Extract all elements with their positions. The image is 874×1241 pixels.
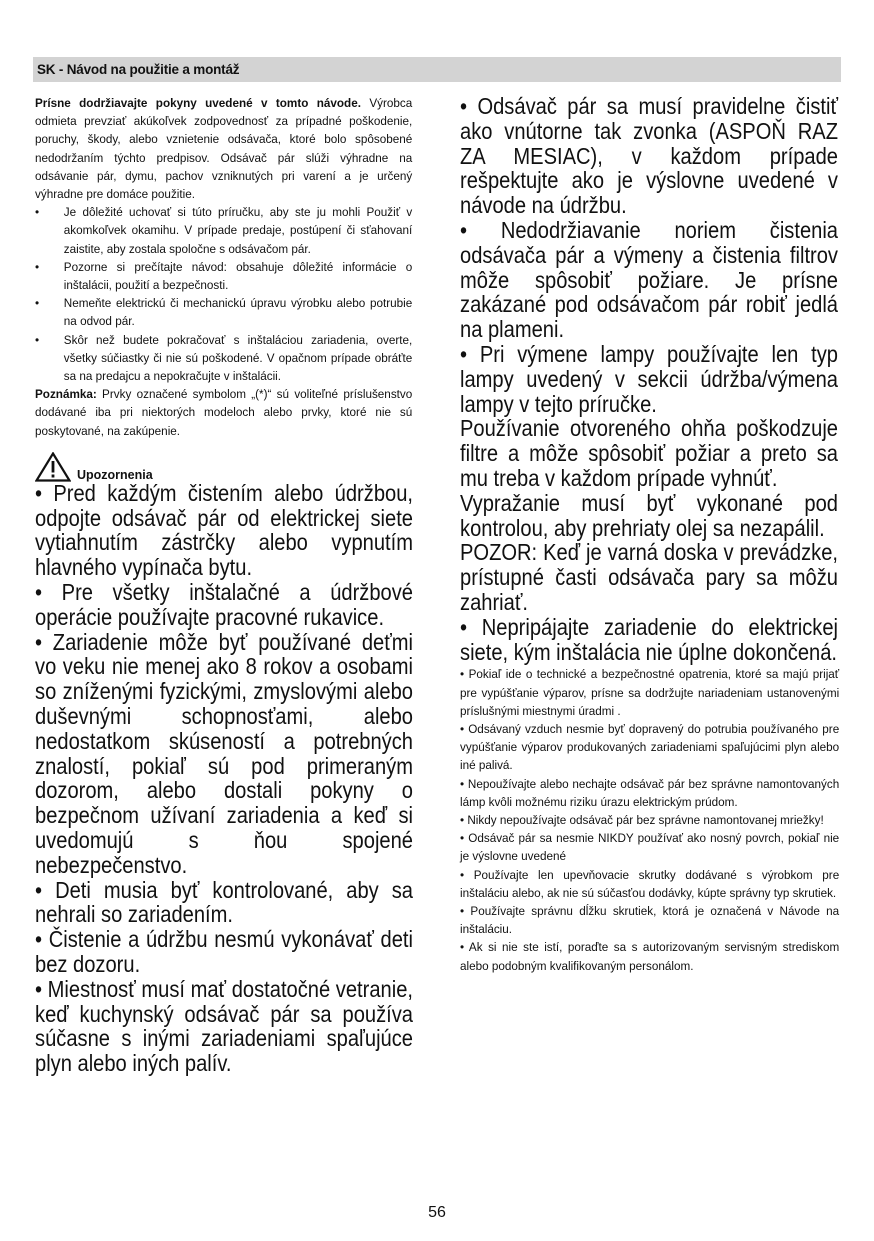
- section-title: SK - Návod na použitie a montáž: [37, 62, 240, 77]
- note-item: • Pokiaľ ide o technické a bezpečnostné opatrenia, ktoré sa majú prijať pre vypúšťanie výparov, prísne sa dodržujte nariadeniam ustanovenými príslušnými miestnymi úradmi .: [460, 667, 840, 718]
- page-number: 56: [428, 1204, 446, 1221]
- notes-right: [460, 665, 839, 974]
- note-text: Prvky označené symbolom „(*)“ sú voliteľné príslušenstvo dodávané iba pri niektorých modeloch alebo prvky, ktoré nie sú poskytované, na zakúpenie.: [35, 387, 413, 438]
- intro-paragraph: [35, 94, 412, 203]
- intro-bold: Prísne dodržiavajte pokyny uvedené v tomto návode.: [35, 96, 361, 110]
- warning-paragraph: • Zariadenie môže byť používané deťmi vo veku nie menej ako 8 rokov a osobami so zníženými fyzickými, zmyslovými alebo duševnými schopnosťami, alebo nedostatkom skúseností a potrebných znalostí, pokiaľ sú pod primeraným dozorom, alebo dostali pokyny o bezpečnom užívaní zariadenia a keď si uvedomujú s ňou spojené nebezpečenstvo.: [35, 628, 413, 878]
- list-item: • Nemeňte elektrickú či mechanickú úpravu výrobku alebo potrubie na odvod pár.: [35, 294, 412, 330]
- intro-bullet-list: [35, 203, 412, 385]
- note-item: • Nepoužívajte alebo nechajte odsávač pár bez správne namontovaných lámp kvôli možnému riziku úrazu elektrickým prúdom.: [460, 776, 840, 809]
- warning-paragraph: Používanie otvoreného ohňa poškodzuje filtre a môže spôsobiť požiar a preto sa mu treba v každom prípade vyhnúť.: [460, 415, 838, 491]
- warnings-left: [35, 481, 413, 1076]
- warning-paragraph: POZOR: Keď je varná doska v prevádzke, prístupné časti odsávača pary sa môžu zahriať.: [460, 539, 838, 615]
- right-column: [460, 94, 839, 975]
- note-paragraph: [35, 385, 412, 440]
- left-column: [35, 94, 413, 1076]
- section-header-bar: [33, 57, 841, 82]
- note-item: • Používajte správnu dĺžku skrutiek, ktorá je označená v Návode na inštaláciu.: [460, 903, 840, 937]
- intro-text: Výrobca odmieta prevziať akúkoľvek zodpovednosť za prípadné poškodenie, poruchy, škody, alebo vznietenie odsávača, ktoré bolo spôsobené nedodržaním týchto predpisov. Odsávač pár slúži výhradne na odsávanie pár, dymu, pachov vzniknutých pri varení a je určený výhradne pre domáce použitie.: [35, 96, 413, 202]
- list-item: • Pozorne si prečítajte návod: obsahuje dôležité informácie o inštalácii, použití a bezpečnosti.: [35, 258, 412, 294]
- note-item: • Ak si nie ste istí, poraďte sa s autorizovaným servisným strediskom alebo podobným kvalifikovaným personálom.: [460, 940, 840, 973]
- warning-paragraph: • Čistenie a údržbu nesmú vykonávať deti bez dozoru.: [35, 926, 413, 977]
- list-item: • Skôr než budete pokračovať s inštaláciou zariadenia, overte, všetky súčiastky či nie sú poškodené. V opačnom prípade obráťte sa na predajcu a nepokračujte v inštalácii.: [35, 331, 412, 386]
- warning-paragraph: • Deti musia byť kontrolované, aby sa nehrali so zariadením.: [35, 876, 413, 928]
- note-item: • Používajte len upevňovacie skrutky dodávané s výrobkom pre inštaláciu alebo, ak nie sú súčasťou dodávky, kúpte správny typ skrutiek.: [460, 867, 840, 900]
- warnings-right: [460, 94, 838, 664]
- note-item: • Odsávaný vzduch nesmie byť dopravený do potrubia používaného pre vypúšťanie výparov produkovaných zariadeniami spaľujúcimi plyn alebo iné palivá.: [460, 721, 840, 773]
- note-item: • Odsávač pár sa nesmie NIKDY používať ako nosný povrch, pokiaľ nie je výslovne uvedené: [460, 831, 840, 864]
- warning-paragraph: • Pre všetky inštalačné a údržbové operácie používajte pracovné rukavice.: [35, 579, 413, 630]
- warning-paragraph: • Pred každým čistením alebo údržbou, odpojte odsávač pár od elektrickej siete vytiahnutím zástrčky alebo vypnutím hlavného vypínača bytu.: [35, 479, 413, 581]
- warning-paragraph: • Pri výmene lampy používajte len typ lampy uvedený v sekcii údržba/výmena lampy v tejto príručke.: [460, 340, 838, 417]
- warning-paragraph: • Nepripájajte zariadenie do elektrickej siete, kým inštalácia nie úplne dokončená.: [460, 613, 838, 665]
- warning-paragraph: • Odsávač pár sa musí pravidelne čistiť ako vnútorne tak zvonka (ASPOŇ RAZ ZA MESIAC), v každom prípade rešpektujte ako je výslovne uvedené v návode na údržbu.: [460, 93, 838, 219]
- warning-paragraph: • Nedodržiavanie noriem čistenia odsávača pár a výmeny a čistenia filtrov môže spôsobiť požiare. Je prísne zakázané pod odsávačom pár robiť jedlá na plameni.: [460, 216, 838, 343]
- warning-paragraph: Vypražanie musí byť vykonané pod kontrolou, aby prehriaty olej sa nezapálil.: [460, 489, 838, 541]
- warning-paragraph: • Miestnosť musí mať dostatočné vetranie, keď kuchynský odsávač pár sa používa súčasne s inými zariadeniami spaľujúce plyn alebo iných palív.: [35, 975, 413, 1077]
- warning-label: Upozornenia: [77, 467, 153, 482]
- note-item: • Nikdy nepoužívajte odsávač pár bez správne namontovanej mriežky!: [460, 812, 824, 827]
- list-item: • Je dôležité uchovať si túto príručku, aby ste ju mohli Použiť v akomkoľvek okamihu. V prípade predaje, postúpení či sťahovaní zaistite, aby zostala spoločne s odsávačom pár.: [35, 203, 412, 258]
- note-label: Poznámka:: [35, 387, 97, 402]
- intro-block: [35, 94, 412, 440]
- warning-triangle-icon: [35, 452, 71, 482]
